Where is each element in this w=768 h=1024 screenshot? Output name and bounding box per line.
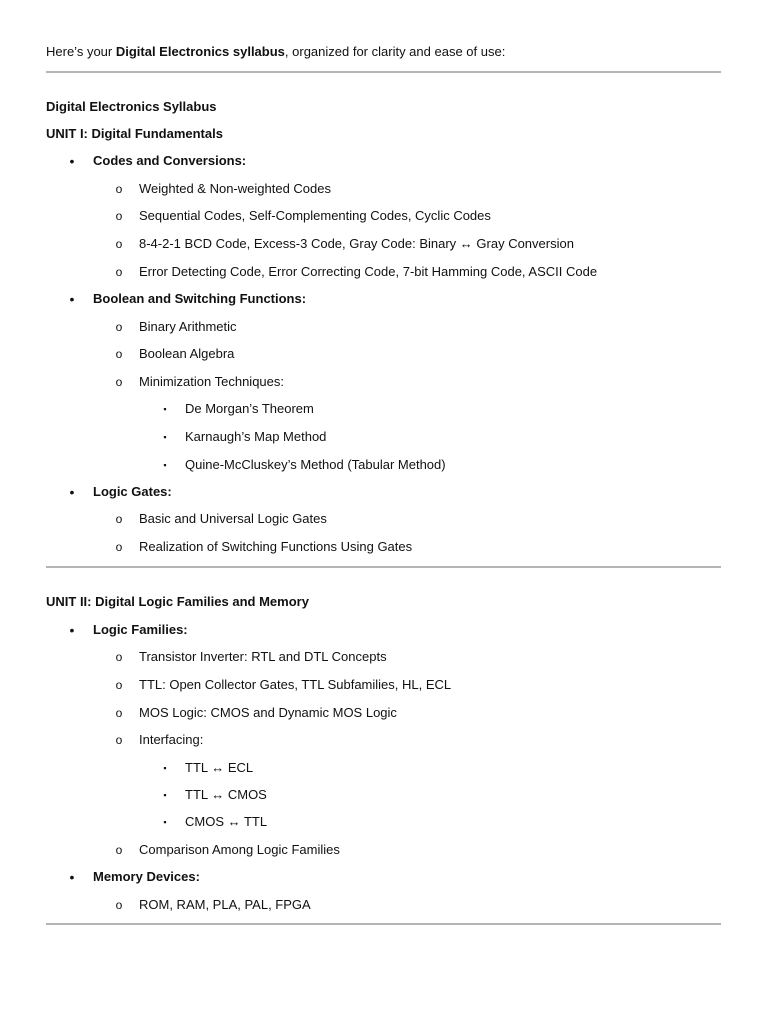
- list-item: Realization of Switching Functions Using Gates: [139, 539, 413, 554]
- intro-paragraph: [46, 43, 505, 61]
- list-item: CMOS ↔ TTL: [185, 814, 268, 829]
- bullet-square-icon: ▪: [163, 404, 167, 414]
- list-item: Comparison Among Logic Families: [139, 842, 340, 857]
- bullet-circle-icon: o: [115, 375, 123, 389]
- bullet-square-icon: ▪: [163, 817, 167, 827]
- gates-heading: Logic Gates:: [93, 484, 172, 499]
- list-item: Karnaugh’s Map Method: [185, 429, 327, 444]
- bullet-circle-icon: o: [115, 512, 123, 526]
- document-title: Digital Electronics Syllabus: [46, 99, 217, 114]
- bullet-disc-icon: •: [69, 622, 75, 638]
- list-item: 8-4-2-1 BCD Code, Excess-3 Code, Gray Code: Binary ↔ Gray Conversion: [139, 236, 574, 251]
- bullet-square-icon: ▪: [163, 763, 167, 773]
- bullet-circle-icon: o: [115, 347, 123, 361]
- intro-suffix: , organized for clarity and ease of use:: [284, 44, 506, 59]
- codes-heading: Codes and Conversions:: [93, 153, 247, 168]
- bullet-circle-icon: o: [115, 237, 123, 251]
- horizontal-rule: [46, 923, 721, 925]
- intro-prefix: Here’s your: [46, 44, 116, 59]
- bullet-disc-icon: •: [69, 484, 75, 500]
- list-item: ROM, RAM, PLA, PAL, FPGA: [139, 897, 311, 912]
- bullet-disc-icon: •: [69, 291, 75, 307]
- unit1-title: UNIT I: Digital Fundamentals: [46, 126, 223, 141]
- bullet-disc-icon: •: [69, 869, 75, 885]
- bullet-circle-icon: o: [115, 706, 123, 720]
- bullet-circle-icon: o: [115, 320, 123, 334]
- list-item: TTL ↔ ECL: [185, 760, 254, 775]
- list-item: Interfacing:: [139, 732, 204, 747]
- list-item: Binary Arithmetic: [139, 319, 237, 334]
- list-item: Weighted & Non-weighted Codes: [139, 181, 331, 196]
- bullet-circle-icon: o: [115, 733, 123, 747]
- bullet-square-icon: ▪: [163, 432, 167, 442]
- memory-heading: Memory Devices:: [93, 869, 200, 884]
- bullet-circle-icon: o: [115, 265, 123, 279]
- bullet-circle-icon: o: [115, 678, 123, 692]
- list-item: Basic and Universal Logic Gates: [139, 511, 327, 526]
- bullet-circle-icon: o: [115, 898, 123, 912]
- bullet-square-icon: ▪: [163, 790, 167, 800]
- bullet-circle-icon: o: [115, 182, 123, 196]
- bullet-circle-icon: o: [115, 843, 123, 857]
- intro-emphasis: Digital Electronics syllabus: [115, 44, 285, 59]
- bullet-circle-icon: o: [115, 650, 123, 664]
- bullet-square-icon: ▪: [163, 460, 167, 470]
- unit2-title: UNIT II: Digital Logic Families and Memory: [46, 594, 309, 609]
- bullet-circle-icon: o: [115, 540, 123, 554]
- families-heading: Logic Families:: [93, 622, 188, 637]
- bullet-circle-icon: o: [115, 209, 123, 223]
- list-item: Error Detecting Code, Error Correcting Code, 7-bit Hamming Code, ASCII Code: [139, 264, 598, 279]
- list-item: TTL ↔ CMOS: [185, 787, 267, 802]
- horizontal-rule: [46, 566, 721, 568]
- horizontal-rule: [46, 71, 721, 73]
- list-item: TTL: Open Collector Gates, TTL Subfamilies, HL, ECL: [139, 677, 452, 692]
- bullet-disc-icon: •: [69, 153, 75, 169]
- list-item: MOS Logic: CMOS and Dynamic MOS Logic: [139, 705, 397, 720]
- list-item: Boolean Algebra: [139, 346, 235, 361]
- list-item: Minimization Techniques:: [139, 374, 284, 389]
- list-item: Transistor Inverter: RTL and DTL Concepts: [139, 649, 387, 664]
- boolean-heading: Boolean and Switching Functions:: [93, 291, 307, 306]
- list-item: Quine-McCluskey’s Method (Tabular Method): [185, 457, 446, 472]
- list-item: Sequential Codes, Self-Complementing Codes, Cyclic Codes: [139, 208, 491, 223]
- list-item: De Morgan’s Theorem: [185, 401, 314, 416]
